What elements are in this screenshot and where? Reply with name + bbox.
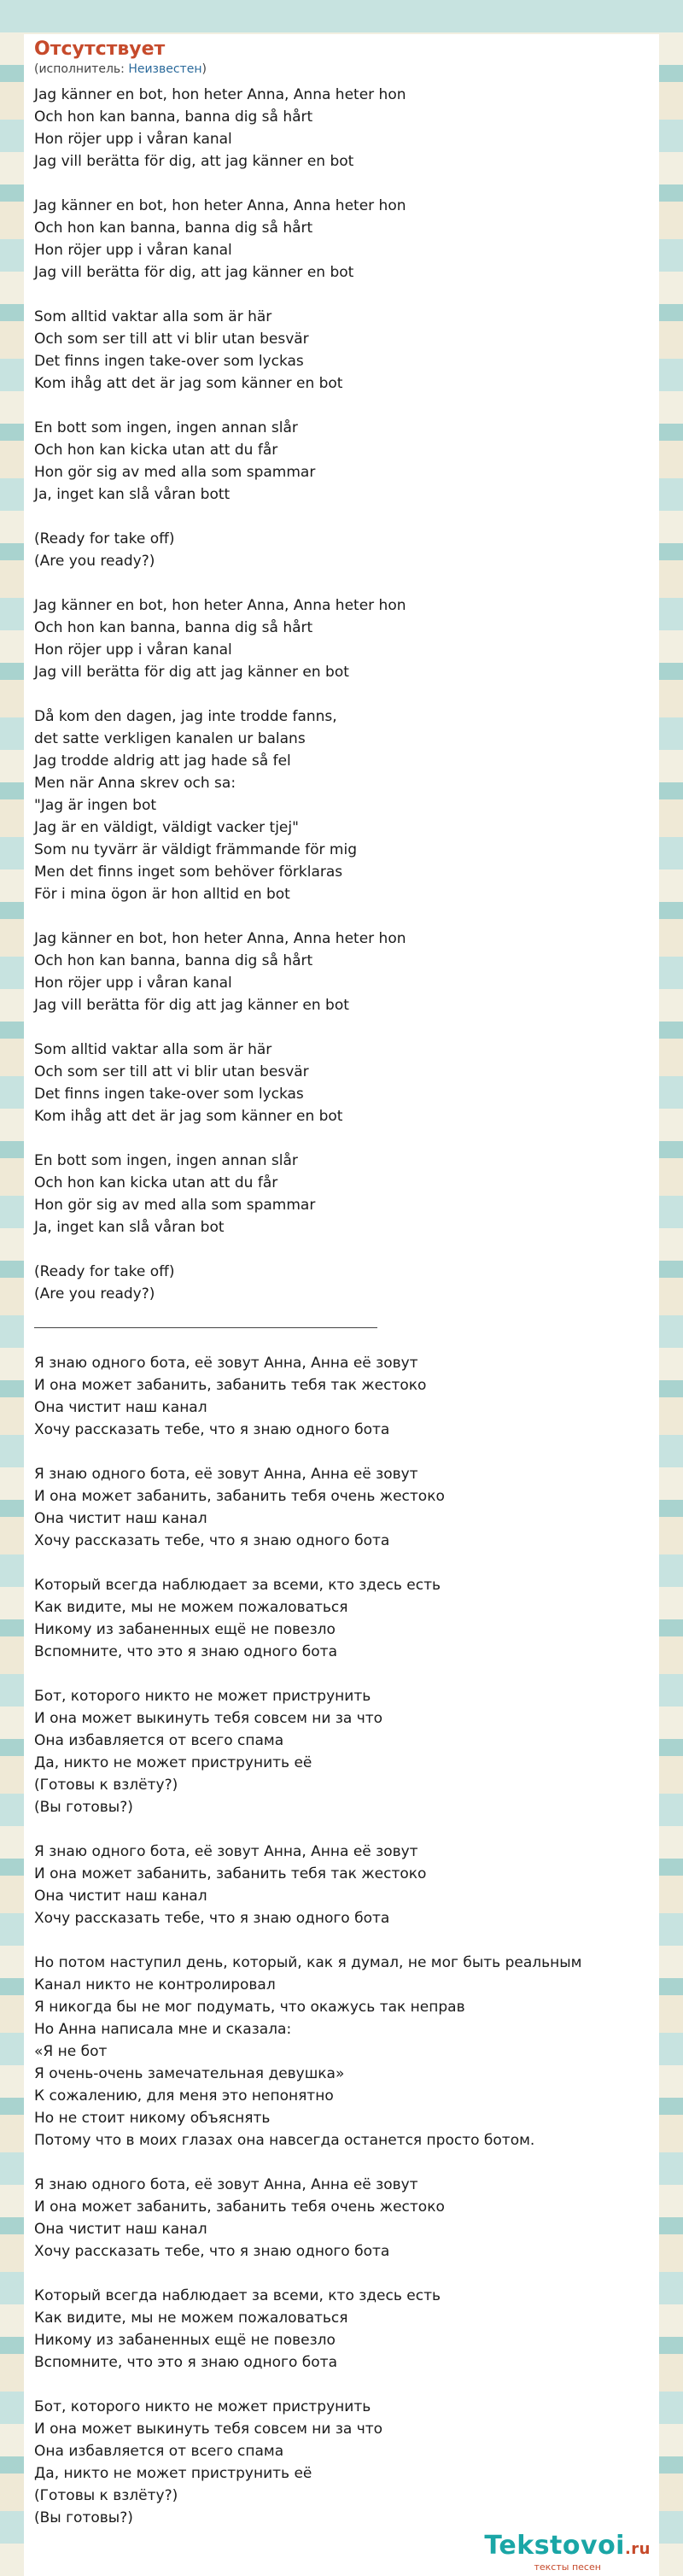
- lyric-line: Но Анна написала мне и сказала:: [34, 2021, 292, 2038]
- lyric-line: För i mina ögon är hon alltid en bot: [34, 886, 290, 903]
- song-title: Отсутствует: [34, 38, 166, 60]
- lyric-line: Då kom den dagen, jag inte trodde fanns,: [34, 708, 337, 725]
- logo-tld: .ru: [624, 2540, 651, 2558]
- lyric-line: (Готовы к взлёту?): [34, 2487, 178, 2504]
- logo-wordmark: [484, 2532, 651, 2563]
- lyric-line: "Jag är ingen bot: [34, 797, 157, 814]
- lyric-line: Вспомните, что это я знаю одного бота: [34, 1643, 337, 1660]
- stanza: [34, 594, 649, 683]
- lyric-line: Och som ser till att vi blir utan besvär: [34, 331, 309, 348]
- lyric-line: Ja, inget kan slå våran bott: [34, 486, 231, 503]
- lyric-line: Ja, inget kan slå våran bot: [34, 1219, 225, 1236]
- stanza: [34, 2285, 649, 2374]
- stanza: [34, 705, 649, 905]
- lyrics-page: [24, 34, 659, 2576]
- lyric-line: Она чистит наш канал: [34, 1510, 207, 1527]
- lyric-line: Она избавляется от всего спама: [34, 2443, 284, 2460]
- stanza: [34, 195, 649, 284]
- lyric-line: (Вы готовы?): [34, 1799, 133, 1816]
- lyric-line: Hon röjer upp i våran kanal: [34, 131, 232, 148]
- logo-main-text: Tekstovoi: [484, 2531, 625, 2561]
- lyric-line: Jag vill berätta för dig, att jag känner en bot: [34, 153, 354, 170]
- lyric-line: Hon röjer upp i våran kanal: [34, 242, 232, 259]
- stanza: [34, 1574, 649, 1663]
- lyric-line: Och hon kan banna, banna dig så hårt: [34, 619, 313, 636]
- lyric-line: И она может забанить, забанить тебя так жестоко: [34, 1865, 427, 1882]
- lyric-line: Hon gör sig av med alla som spammar: [34, 1197, 316, 1214]
- lyric-line: Hon röjer upp i våran kanal: [34, 975, 232, 992]
- lyric-line: И она может забанить, забанить тебя очень жестоко: [34, 2198, 445, 2216]
- stanza: [34, 928, 649, 1016]
- lyric-line: Я очень-очень замечательная девушка»: [34, 2065, 345, 2082]
- performer-prefix: (исполнитель:: [34, 62, 129, 76]
- lyric-line: Никому из забаненных ещё не повезло: [34, 1621, 336, 1638]
- translation-separator: [34, 1327, 377, 1328]
- lyric-line: Я никогда бы не мог подумать, что окажусь так неправ: [34, 1999, 465, 2016]
- stanza: [34, 2174, 649, 2263]
- lyric-line: Который всегда наблюдает за всеми, кто здесь есть: [34, 2287, 441, 2304]
- stanza: [34, 1463, 649, 1552]
- lyric-line: Jag är en väldigt, väldigt vacker tjej": [34, 819, 299, 836]
- lyric-line: Я знаю одного бота, её зовут Анна, Анна её зовут: [34, 2176, 418, 2193]
- lyric-line: И она может выкинуть тебя совсем ни за что: [34, 2421, 383, 2438]
- lyric-line: Хочу рассказать тебе, что я знаю одного бота: [34, 1421, 390, 1438]
- lyric-line: Och hon kan banna, banna dig så hårt: [34, 952, 313, 969]
- stanza: [34, 1352, 649, 1441]
- lyric-line: Jag känner en bot, hon heter Anna, Anna heter hon: [34, 930, 406, 947]
- lyric-line: Och som ser till att vi blir utan besvär: [34, 1063, 309, 1080]
- lyric-line: Men det finns inget som behöver förklaras: [34, 864, 343, 881]
- stanza: [34, 1952, 649, 2152]
- lyric-line: Som alltid vaktar alla som är här: [34, 308, 272, 325]
- lyric-line: Det finns ingen take-over som lyckas: [34, 353, 304, 370]
- lyric-line: (Готовы к взлёту?): [34, 1777, 178, 1794]
- lyric-line: Как видите, мы не можем пожаловаться: [34, 1599, 348, 1616]
- lyric-line: Hon gör sig av med alla som spammar: [34, 464, 316, 481]
- logo-tagline: тексты песен: [534, 2561, 601, 2573]
- lyric-line: Jag vill berätta för dig att jag känner en bot: [34, 997, 349, 1014]
- stanza: [34, 2396, 649, 2529]
- lyric-line: К сожалению, для меня это непонятно: [34, 2087, 334, 2105]
- lyric-line: Я знаю одного бота, её зовут Анна, Анна её зовут: [34, 1355, 418, 1372]
- lyric-line: Det finns ingen take-over som lyckas: [34, 1086, 304, 1103]
- lyric-line: Она избавляется от всего спама: [34, 1732, 284, 1749]
- stanza: [34, 1841, 649, 1929]
- lyric-line: Но потом наступил день, который, как я думал, не мог быть реальным: [34, 1954, 582, 1971]
- lyric-line: Я знаю одного бота, её зовут Анна, Анна её зовут: [34, 1843, 418, 1860]
- lyric-line: Och hon kan kicka utan att du får: [34, 1174, 278, 1191]
- translated-lyrics: [34, 1352, 649, 2529]
- lyric-line: Och hon kan banna, banna dig så hårt: [34, 108, 313, 126]
- lyric-line: Kom ihåg att det är jag som känner en bot: [34, 1108, 343, 1125]
- lyrics-text: [34, 84, 649, 2529]
- lyric-line: det satte verkligen kanalen ur balans: [34, 730, 306, 747]
- lyric-line: Она чистит наш канал: [34, 1888, 207, 1905]
- stanza: [34, 84, 649, 173]
- lyric-line: Och hon kan kicka utan att du får: [34, 442, 278, 459]
- lyric-line: Я знаю одного бота, её зовут Анна, Анна её зовут: [34, 1466, 418, 1483]
- lyric-line: Jag vill berätta för dig, att jag känner en bot: [34, 264, 354, 281]
- lyric-line: Потому что в моих глазах она навсегда останется просто ботом.: [34, 2132, 535, 2149]
- lyric-line: (Ready for take off): [34, 530, 175, 547]
- stanza: [34, 306, 649, 395]
- lyric-line: Никому из забаненных ещё не повезло: [34, 2332, 336, 2349]
- stanza: [34, 1150, 649, 1238]
- lyric-line: Который всегда наблюдает за всеми, кто здесь есть: [34, 1577, 441, 1594]
- lyric-line: Бот, которого никто не может приструнить: [34, 2398, 371, 2415]
- lyric-line: Jag trodde aldrig att jag hade så fel: [34, 752, 291, 770]
- lyric-line: Som alltid vaktar alla som är här: [34, 1041, 272, 1058]
- lyric-line: Och hon kan banna, banna dig så hårt: [34, 220, 313, 237]
- stanza: [34, 528, 649, 572]
- lyric-line: Jag känner en bot, hon heter Anna, Anna heter hon: [34, 86, 406, 103]
- lyric-line: Она чистит наш канал: [34, 1399, 207, 1416]
- original-lyrics: [34, 84, 649, 1305]
- lyric-line: Kom ihåg att det är jag som känner en bot: [34, 375, 343, 392]
- performer-line: [34, 61, 649, 77]
- lyric-line: Jag vill berätta för dig att jag känner en bot: [34, 664, 349, 681]
- lyric-line: Да, никто не может приструнить её: [34, 1754, 312, 1771]
- stanza: [34, 417, 649, 506]
- lyric-line: En bott som ingen, ingen annan slår: [34, 419, 298, 436]
- performer-suffix: ): [201, 62, 207, 76]
- lyric-line: Да, никто не может приструнить её: [34, 2465, 312, 2482]
- lyric-line: Она чистит наш канал: [34, 2221, 207, 2238]
- lyric-line: Но не стоит никому объяснять: [34, 2110, 271, 2127]
- performer-link[interactable]: Неизвестен: [128, 62, 202, 76]
- lyric-line: Jag känner en bot, hon heter Anna, Anna heter hon: [34, 197, 406, 214]
- lyric-line: И она может забанить, забанить тебя так жестоко: [34, 1377, 427, 1394]
- lyric-line: Хочу рассказать тебе, что я знаю одного бота: [34, 2243, 390, 2260]
- lyric-line: Вспомните, что это я знаю одного бота: [34, 2354, 337, 2371]
- lyric-line: И она может выкинуть тебя совсем ни за что: [34, 1710, 383, 1727]
- lyric-line: «Я не бот: [34, 2043, 108, 2060]
- site-logo[interactable]: [484, 2532, 651, 2573]
- lyric-line: (Are you ready?): [34, 1285, 155, 1303]
- stanza: [34, 1039, 649, 1127]
- lyric-line: И она может забанить, забанить тебя очень жестоко: [34, 1488, 445, 1505]
- lyric-line: (Ready for take off): [34, 1263, 175, 1280]
- lyric-line: Hon röjer upp i våran kanal: [34, 641, 232, 659]
- lyric-line: Men när Anna skrev och sa:: [34, 775, 236, 792]
- lyric-line: En bott som ingen, ingen annan slår: [34, 1152, 298, 1169]
- lyric-line: Канал никто не контролировал: [34, 1976, 276, 1993]
- stanza: [34, 1261, 649, 1305]
- lyric-line: Бот, которого никто не может приструнить: [34, 1688, 371, 1705]
- lyric-line: Jag känner en bot, hon heter Anna, Anna heter hon: [34, 597, 406, 614]
- lyric-line: Хочу рассказать тебе, что я знаю одного бота: [34, 1910, 390, 1927]
- stanza: [34, 1685, 649, 1818]
- lyric-line: (Вы готовы?): [34, 2509, 133, 2526]
- lyric-line: Хочу рассказать тебе, что я знаю одного бота: [34, 1532, 390, 1549]
- lyric-line: (Are you ready?): [34, 553, 155, 570]
- lyric-line: Как видите, мы не можем пожаловаться: [34, 2310, 348, 2327]
- lyric-line: Som nu tyvärr är väldigt främmande för mig: [34, 841, 357, 858]
